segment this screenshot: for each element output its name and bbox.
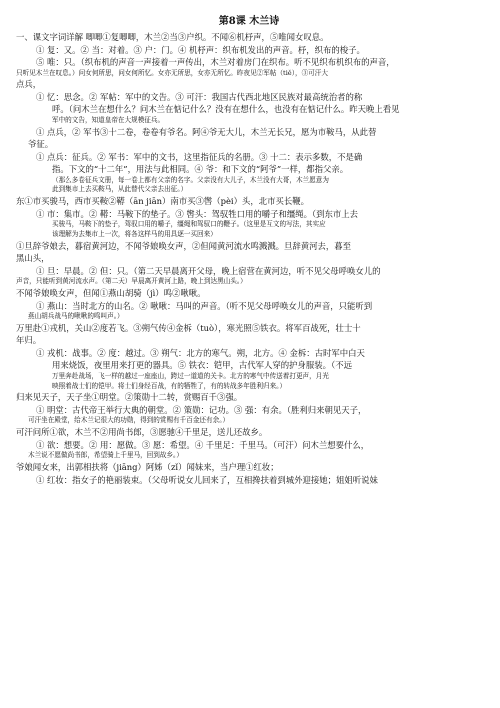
text-line: 燕山胡兵战马的啾啾的鸣叫声。） bbox=[28, 312, 124, 321]
text-line: 可汗问所①欲，木兰不②用尚书郎，③愿驰④千里足，送儿还故乡。 bbox=[16, 427, 268, 438]
text-line: 呼。（问木兰在想什么？问木兰在惦记什么？没有在想什么，也没有在惦记什么。昨天晚上看见 bbox=[52, 104, 400, 115]
text-line: ① 市：集市。② 鞯：马鞍下的垫子。③ 辔头：驾驭牲口用的嚼子和缰绳。（到东市上去 bbox=[36, 208, 359, 219]
text-line: 点兵， bbox=[16, 79, 42, 90]
page-title: 第8课 木兰诗 bbox=[218, 16, 280, 27]
text-line: 黑山头， bbox=[16, 253, 50, 264]
text-line: 指。下文的“十二年”，用法与此相同。④ 爷：和下文的“阿爷”一样，都指父亲。 bbox=[52, 164, 349, 175]
text-line: 归来见天子，天子坐①明堂。②策勋十二转，赏赐百千③强。 bbox=[16, 392, 243, 403]
text-line: ① 燕山：当时北方的山名。② 啾啾：马叫的声音。（听不见父母呼唤女儿的声音，只能听到 bbox=[36, 300, 373, 311]
text-line: 可汗坐在殿堂，给木兰记很大的功勋，得到的赏赐有千百金还有余。） bbox=[28, 416, 230, 425]
text-line: （那么多卷征兵文册，每一卷上都有父亲的名字。父亲没有大儿子，木兰没有大哥，木兰愿意为 bbox=[52, 175, 329, 184]
text-line: ① 红妆：指女子的艳丽装束。（父母听说女儿回来了，互相搀扶着到城外迎接她；姐姐听说妹 bbox=[36, 474, 378, 485]
text-line: 映照着战士们的铠甲。将士们身经百战，有的牺牲了，有的转战多年胜利归来。） bbox=[52, 381, 287, 390]
text-line: 爷娘闻女来，出郭相扶将（jiāng）阿姊（zǐ）闻妹来，当户理①红妆； bbox=[16, 462, 279, 473]
text-line: ①旦辞爷娘去，暮宿黄河边，不闻爷娘唤女声，②但闻黄河流水鸣溅溅。旦辞黄河去，暮至 bbox=[16, 240, 351, 251]
text-line: 不闻爷娘唤女声，但闻①燕山胡骑（jì）鸣②啾啾。 bbox=[16, 288, 206, 299]
text-line: ① 明堂：古代帝王举行大典的朝堂。② 策勋：记功。③ 强：有余。（胜利归来朝见天子， bbox=[36, 404, 367, 415]
text-line: 此到集市上去买鞍马，从此替代父亲去出征。） bbox=[52, 185, 188, 194]
text-line: 只听见木兰在叹息。）问女何所思，问女何所忆。女亦无所思，女亦无所忆。昨夜见②军帖（tiě），③可汗大 bbox=[16, 68, 328, 77]
text-line: ⑤ 唯：只。（织布机的声音一声接着一声传出，木兰对着房门在织布。听不见织布机织布的声音， bbox=[36, 57, 395, 67]
text-line: ① 旦：早晨。② 但：只。（第二天早晨离开父母，晚上宿营在黄河边，听不见父母呼唤女儿的 bbox=[36, 265, 381, 276]
text-line: ① 复：又。② 当：对着。③ 户：门。④ 机杼声：织布机发出的声音。杼，织布的梭子。 bbox=[36, 44, 365, 55]
text-line: ① 点兵：征兵。② 军书：军中的文书，这里指征兵的名册。③ 十二：表示多数，不是确 bbox=[36, 151, 363, 162]
text-line: 声音，只能听到黄河流水声。（第二天）早晨离开黄河上路，晚上到达黑山头。） bbox=[16, 277, 247, 286]
text-line: 用来烧饭，夜里用来打更的器具。⑤ 铁衣：铠甲，古代军人穿的护身服装。（不远 bbox=[52, 360, 352, 371]
text-line: 万里奔赴战场，飞一样的越过一座座山，跨过一道道的关卡。北方的寒气中传送着打更声，月光 bbox=[52, 371, 329, 380]
text-line: 东①市买骏马，西市买鞍②鞯（ān jiān）南市买③辔（pèi）头，北市买长鞭。 bbox=[16, 196, 309, 207]
text-line: 该理解为去集市上一次，将各这样马的用具逐一买回来） bbox=[52, 229, 217, 238]
text-line: ① 忆：思念。② 军帖：军中的文告。③ 可汗：我国古代西北地区民族对最高统治者的称 bbox=[36, 91, 363, 102]
text-line: ① 点兵，② 军书③十二卷，卷卷有爷名。阿④爷无大儿，木兰无长兄，愿为市鞍马，从此替 bbox=[36, 126, 377, 137]
document-body bbox=[16, 31, 482, 486]
text-line: 一、课文字词详解 唧唧①复唧唧，木兰②当③户织。不闻⑥机杼声，⑤唯闻女叹息。 bbox=[16, 32, 329, 42]
text-line: 木兰说不愿做尚书郎，希望骑上千里马，回到故乡。） bbox=[28, 451, 183, 460]
text-line: 万里赴①戎机，关山②度若飞。③朔气传④金柝（tuò），寒光照⑤铁衣。将军百战死，壮士十 bbox=[16, 322, 361, 333]
text-line: 爷征。 bbox=[28, 139, 54, 150]
text-line: ① 戎机：战事。② 度：越过。③ 朔气：北方的寒气。朔，北方。④ 金柝：古时军中白天 bbox=[36, 347, 365, 358]
text-line: ① 欲：想要。② 用：愿做。③ 愿：希望。④ 千里足：千里马。（可汗）问木兰想要什么， bbox=[36, 439, 370, 450]
text-line: 军中的文告，知道皇帝在大规模征兵。 bbox=[52, 115, 165, 124]
text-line: 年归。 bbox=[16, 335, 42, 346]
text-line: 买骏马，马鞍下的垫子，驾驭口用的嚼子，缰绳和驾驭口的鞭子。（这里是互文的写法，其实应 bbox=[52, 220, 326, 229]
